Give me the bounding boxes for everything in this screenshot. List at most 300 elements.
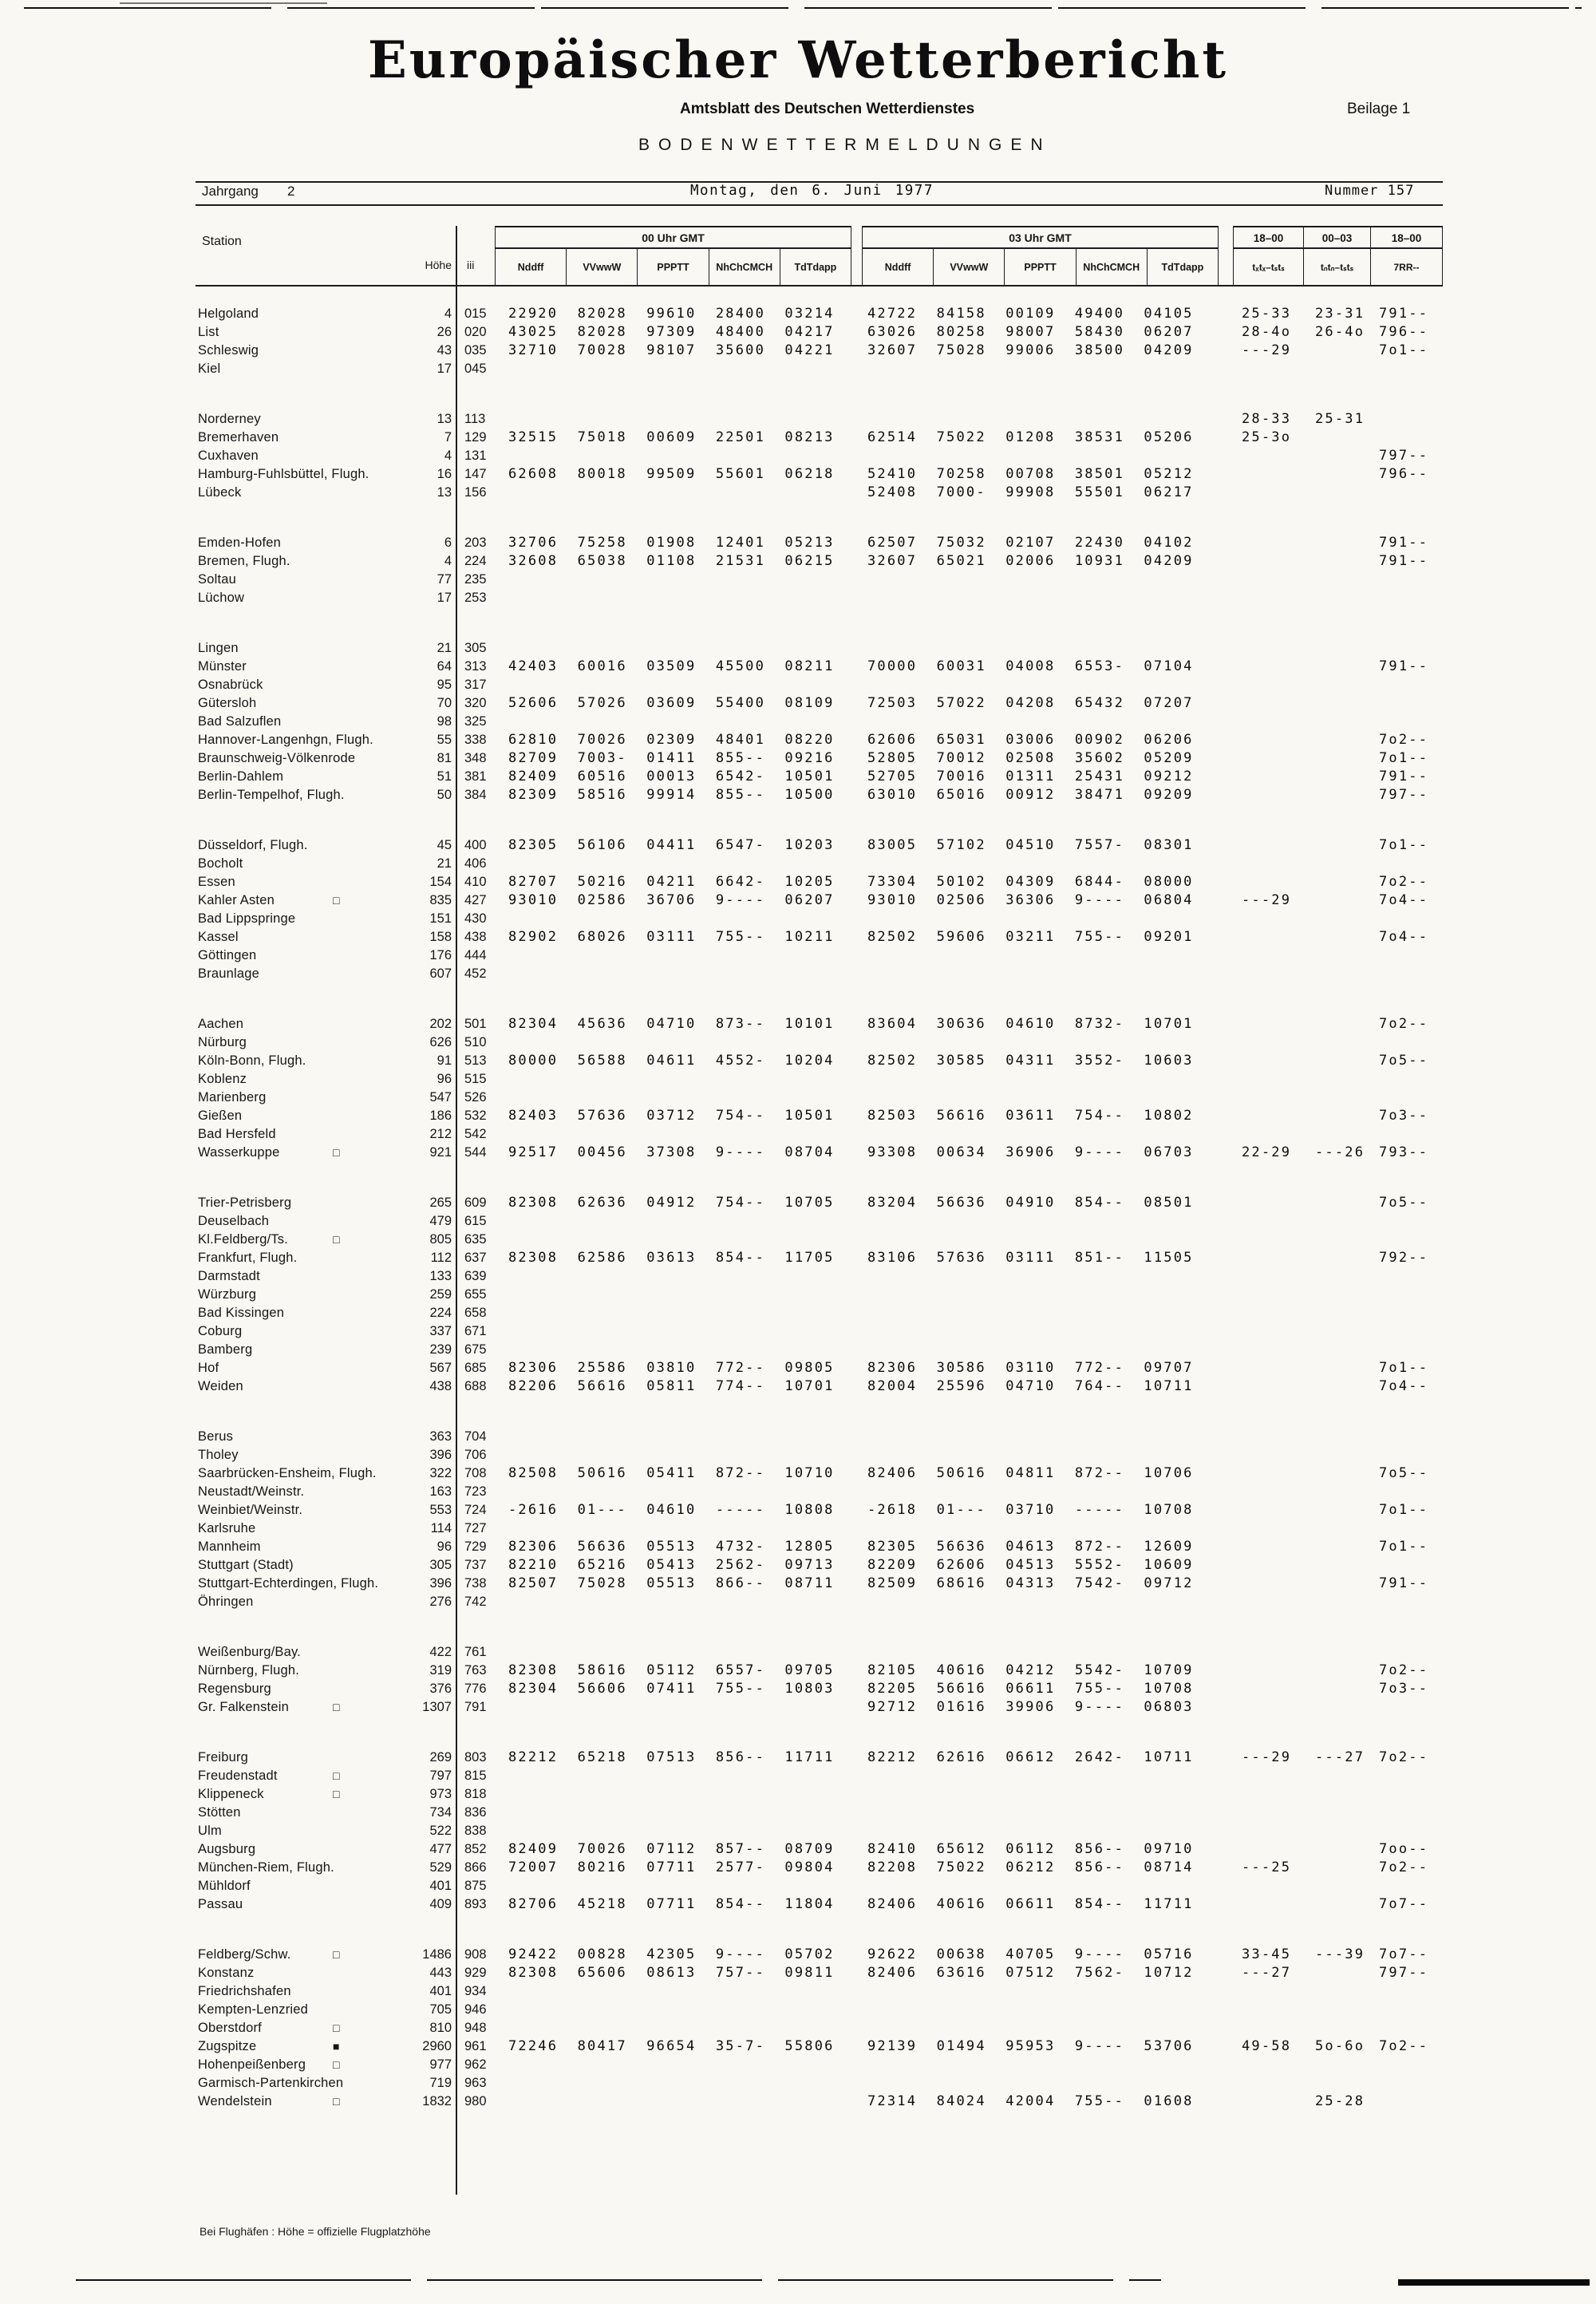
station-name: Frankfurt, Flugh. (198, 1251, 298, 1265)
station-altitude: 797 (429, 1769, 452, 1783)
station-name: Bamberg (198, 1342, 253, 1357)
station-number: 338 (464, 733, 487, 747)
obs-00gmt: 72246 80417 96654 35-7- 55806 (508, 2038, 835, 2054)
table-row (0, 1107, 1596, 1125)
station-group (0, 534, 1596, 607)
table-row (0, 694, 1596, 713)
precip-7rr: 797-- (1379, 1965, 1429, 1981)
obs-03gmt: 82306 30586 03110 772-- 09707 (867, 1360, 1194, 1376)
tmax-18-00: 49-58 (1242, 2038, 1292, 2054)
station-altitude: 13 (437, 485, 452, 500)
table-row (0, 910, 1596, 928)
obs-03gmt: 82105 40616 04212 5542- 10709 (867, 1662, 1194, 1678)
table-row (0, 1464, 1596, 1483)
station-group (0, 639, 1596, 804)
station-name: Oberstdorf (198, 2021, 262, 2035)
station-number: 818 (464, 1787, 487, 1801)
col-header-tdtd: TdTdapp (1147, 249, 1218, 285)
obs-00gmt: 82305 56106 04411 6547- 10203 (508, 837, 835, 853)
table-row (0, 891, 1596, 910)
station-altitude: 529 (429, 1860, 452, 1875)
precip-7rr: 7o1-- (1379, 837, 1429, 853)
station-group (0, 1643, 1596, 1717)
station-altitude: 553 (429, 1503, 452, 1517)
station-name: Lüchow (198, 591, 245, 605)
table-row (0, 1840, 1596, 1859)
obs-03gmt: 82406 50616 04811 872-- 10706 (867, 1465, 1194, 1481)
station-altitude: 6 (444, 535, 452, 550)
station-group (0, 1428, 1596, 1611)
table-row (0, 2037, 1596, 2056)
obs-03gmt: 82406 63616 07512 7562- 10712 (867, 1965, 1194, 1981)
precip-7rr: 797-- (1379, 448, 1429, 464)
table-row (0, 731, 1596, 749)
station-name: Hannover-Langenhgn, Flugh. (198, 733, 373, 747)
station-name: Friedrichshafen (198, 1984, 291, 1998)
obs-00gmt: 82212 65218 07513 856-- 11711 (508, 1749, 835, 1765)
table-row (0, 1070, 1596, 1089)
station-name: Darmstadt (198, 1269, 260, 1283)
station-altitude: 212 (429, 1127, 452, 1141)
station-name: Weinbiet/Weinstr. (198, 1503, 303, 1517)
obs-03gmt: 82509 68616 04313 7542- 09712 (867, 1575, 1194, 1591)
table-row (0, 1946, 1596, 1964)
tmax-18-00: ---27 (1242, 1965, 1292, 1981)
table-row (0, 855, 1596, 873)
col-header-vvwww: VVwwW (566, 249, 637, 285)
station-altitude: 438 (429, 1379, 452, 1393)
tmax-18-00: 22-29 (1242, 1144, 1292, 1160)
station-altitude: 810 (429, 2021, 452, 2035)
station-altitude: 396 (429, 1448, 452, 1462)
table-row (0, 1052, 1596, 1070)
table-row (0, 2019, 1596, 2037)
period-label: 00–03 (1304, 227, 1370, 249)
obs-03gmt: 93308 00634 36906 9---- 06703 (867, 1144, 1194, 1160)
station-altitude: 322 (429, 1466, 452, 1480)
precip-7rr: 7o2-- (1379, 874, 1429, 890)
obs-03gmt: 92139 01494 95953 9---- 53706 (867, 2038, 1194, 2054)
station-table-body (0, 305, 1596, 2111)
obs-00gmt: 62608 80018 99509 55601 06218 (508, 466, 835, 482)
precip-7rr: 7o2-- (1379, 2038, 1429, 2054)
obs-03gmt: 52408 7000- 99908 55501 06217 (867, 484, 1194, 500)
precip-7rr: 7oo-- (1379, 1841, 1429, 1857)
station-altitude: 17 (437, 362, 452, 376)
tmax-18-00: 28-33 (1242, 411, 1292, 427)
group-label-03gmt: 03 Uhr GMT (863, 227, 1218, 249)
station-altitude: 77 (437, 572, 452, 587)
obs-00gmt: 32706 75258 01908 12401 05213 (508, 535, 835, 551)
station-name: München-Riem, Flugh. (198, 1860, 334, 1875)
station-number: 838 (464, 1824, 487, 1838)
tmax-18-00: ---25 (1242, 1859, 1292, 1875)
station-altitude: 567 (429, 1361, 452, 1375)
station-number: 803 (464, 1750, 487, 1765)
station-number: 723 (464, 1484, 487, 1499)
station-name: Helgoland (198, 306, 259, 321)
col-header-tdtd: TdTdapp (780, 249, 851, 285)
tmin-00-03: ---26 (1315, 1144, 1365, 1160)
station-altitude: 422 (429, 1645, 452, 1659)
obs-03gmt: 32607 65021 02006 10931 04209 (867, 553, 1194, 569)
station-number: 156 (464, 485, 487, 500)
obs-00gmt: 82308 65606 08613 757-- 09811 (508, 1965, 835, 1981)
station-altitude: 50 (437, 788, 452, 802)
obs-00gmt: 32710 70028 98107 35600 04221 (508, 342, 835, 358)
station-altitude: 114 (430, 1521, 452, 1535)
obs-00gmt: 82707 50216 04211 6642- 10205 (508, 874, 835, 890)
obs-03gmt: 93010 02506 36306 9---- 06804 (867, 892, 1194, 908)
station-name: Weiden (198, 1379, 243, 1393)
station-marker-icon: □ (333, 1788, 340, 1800)
table-row (0, 429, 1596, 447)
station-name: Zugspitze (198, 2039, 257, 2053)
obs-03gmt: 82208 75022 06212 856-- 08714 (867, 1859, 1194, 1875)
rule-header-bottom (196, 285, 1443, 287)
station-number: 020 (464, 325, 487, 339)
station-altitude: 4 (444, 554, 452, 568)
station-name: Hof (198, 1361, 219, 1375)
table-row (0, 1483, 1596, 1501)
obs-03gmt: 83204 56636 04910 854-- 08501 (867, 1195, 1194, 1211)
station-name: Gießen (198, 1109, 243, 1123)
table-row (0, 447, 1596, 465)
page-title: Europäischer Wetterbericht (368, 30, 1228, 90)
station-altitude: 973 (429, 1787, 452, 1801)
table-row (0, 836, 1596, 855)
station-number: 724 (464, 1503, 487, 1517)
table-row (0, 1982, 1596, 2001)
table-row (0, 1015, 1596, 1033)
scan-artifact-top-2 (120, 2, 327, 4)
station-altitude: 259 (429, 1287, 452, 1302)
tmin-00-03: 23-31 (1315, 306, 1365, 322)
station-name: Tholey (198, 1448, 239, 1462)
precip-7rr: 7o2-- (1379, 1749, 1429, 1765)
obs-00gmt: 82206 56616 05811 774-- 10701 (508, 1378, 835, 1394)
station-number: 675 (464, 1342, 487, 1357)
station-number: 317 (464, 678, 487, 692)
table-row (0, 1575, 1596, 1593)
station-number: 400 (464, 838, 487, 852)
station-name: Gr. Falkenstein (198, 1700, 289, 1714)
station-name: Saarbrücken-Ensheim, Flugh. (198, 1466, 377, 1480)
station-group (0, 1194, 1596, 1396)
station-number: 501 (464, 1017, 487, 1031)
station-altitude: 154 (429, 875, 452, 889)
station-name: Berlin-Dahlem (198, 769, 284, 784)
station-group (0, 1946, 1596, 2111)
table-row (0, 1322, 1596, 1341)
station-altitude: 921 (429, 1145, 452, 1160)
station-altitude: 401 (429, 1879, 452, 1893)
obs-03gmt: 73304 50102 04309 6844- 08000 (867, 874, 1194, 890)
station-name: Köln-Bonn, Flugh. (198, 1053, 306, 1068)
station-number: 948 (464, 2021, 487, 2035)
station-altitude: 1486 (422, 1947, 452, 1962)
col-header-station: Station (202, 235, 242, 248)
station-number: 688 (464, 1379, 487, 1393)
station-altitude: 26 (437, 325, 452, 339)
station-name: Mühldorf (198, 1879, 251, 1893)
station-name: Weißenburg/Bay. (198, 1645, 301, 1659)
obs-03gmt: 82004 25596 04710 764-- 10711 (867, 1378, 1194, 1394)
station-altitude: 626 (429, 1035, 452, 1049)
header-col-00-03-min (1303, 227, 1370, 285)
station-number: 542 (464, 1127, 487, 1141)
precip-7rr: 7o1-- (1379, 1539, 1429, 1555)
station-altitude: 409 (429, 1897, 452, 1911)
station-name: Soltau (198, 572, 236, 587)
obs-03gmt: 82502 59606 03211 755-- 09201 (867, 929, 1194, 945)
obs-03gmt: 82410 65612 06112 856-- 09710 (867, 1841, 1194, 1857)
station-altitude: 21 (437, 641, 452, 655)
station-number: 015 (464, 306, 487, 321)
obs-00gmt: 82409 60516 00013 6542- 10501 (508, 769, 835, 784)
obs-00gmt: 82308 62586 03613 854-- 11705 (508, 1250, 835, 1266)
station-number: 348 (464, 751, 487, 765)
station-number: 444 (464, 948, 487, 962)
precip-7rr: 7o1-- (1379, 1502, 1429, 1518)
precip-7rr: 7o1-- (1379, 1360, 1429, 1376)
station-name: Hamburg-Fuhlsbüttel, Flugh. (198, 467, 369, 481)
precip-7rr: 791-- (1379, 553, 1429, 569)
station-name: Neustadt/Weinstr. (198, 1484, 305, 1499)
station-name: Braunlage (198, 966, 260, 981)
tmin-label: tₙtₙ–tₛtₛ (1320, 261, 1354, 273)
station-name: Passau (198, 1897, 243, 1911)
table-row (0, 323, 1596, 342)
station-number: 658 (464, 1306, 487, 1320)
table-row (0, 1643, 1596, 1662)
station-number: 929 (464, 1966, 487, 1980)
station-name: Öhringen (198, 1595, 254, 1609)
table-row (0, 1556, 1596, 1575)
table-row (0, 305, 1596, 323)
obs-03gmt: 63010 65016 00912 38471 09209 (867, 787, 1194, 803)
obs-00gmt: 82902 68026 03111 755-- 10211 (508, 929, 835, 945)
precip-7rr: 7o4-- (1379, 1378, 1429, 1394)
station-name: Wasserkuppe (198, 1145, 280, 1160)
station-altitude: 151 (429, 911, 452, 926)
obs-00gmt: 82308 62636 04912 754-- 10705 (508, 1195, 835, 1211)
station-number: 320 (464, 696, 487, 710)
precip-7rr: 7o5-- (1379, 1053, 1429, 1069)
table-row (0, 1194, 1596, 1212)
table-row (0, 1033, 1596, 1052)
station-name: Nürburg (198, 1035, 247, 1049)
station-number: 131 (464, 449, 487, 463)
obs-03gmt: 70000 60031 04008 6553- 07104 (867, 658, 1194, 674)
station-altitude: 319 (429, 1663, 452, 1678)
station-number: 815 (464, 1769, 487, 1783)
station-name: Deuselbach (198, 1214, 270, 1228)
precip-7rr: 791-- (1379, 306, 1429, 322)
station-altitude: 305 (429, 1558, 452, 1572)
station-name: Kempten-Lenzried (198, 2002, 309, 2017)
station-number: 515 (464, 1072, 487, 1086)
station-name: Bremerhaven (198, 430, 279, 445)
station-name: Trier-Petrisberg (198, 1195, 292, 1210)
obs-00gmt: 82709 7003- 01411 855-- 09216 (508, 750, 835, 766)
station-name: Norderney (198, 412, 261, 426)
station-name: Augsburg (198, 1842, 256, 1856)
table-row (0, 2001, 1596, 2019)
station-altitude: 376 (429, 1682, 452, 1696)
station-number: 035 (464, 343, 487, 358)
station-name: Bad Salzuflen (198, 714, 282, 729)
station-number: 893 (464, 1897, 487, 1911)
obs-03gmt: 62514 75022 01208 38531 05206 (867, 429, 1194, 445)
precip-7rr: 7o1-- (1379, 750, 1429, 766)
obs-00gmt: 82309 58516 99914 855-- 10500 (508, 787, 835, 803)
station-name: Bad Lippspringe (198, 911, 296, 926)
scan-artifact-bottom (76, 2279, 1161, 2281)
station-altitude: 835 (429, 893, 452, 907)
table-row (0, 2074, 1596, 2093)
station-number: 224 (464, 554, 487, 568)
tmin-00-03: 25-31 (1315, 411, 1365, 427)
station-number: 706 (464, 1448, 487, 1462)
station-altitude: 176 (429, 948, 452, 962)
station-group (0, 305, 1596, 378)
station-name: Düsseldorf, Flugh. (198, 838, 308, 852)
obs-03gmt: -2618 01--- 03710 ----- 10708 (867, 1502, 1194, 1518)
station-name: Berus (198, 1429, 234, 1444)
obs-00gmt: 82507 75028 05513 866-- 08711 (508, 1575, 835, 1591)
precip-7rr: 7o2-- (1379, 1662, 1429, 1678)
table-row (0, 713, 1596, 731)
precip-7rr: 791-- (1379, 1575, 1429, 1591)
table-row (0, 1964, 1596, 1982)
station-group (0, 410, 1596, 502)
header-group-03gmt (862, 226, 1219, 285)
obs-00gmt: -2616 01--- 04610 ----- 10808 (508, 1502, 835, 1518)
header-group-00gmt (495, 226, 851, 285)
station-name: List (198, 325, 219, 339)
station-altitude: 2960 (422, 2039, 452, 2053)
station-name: Regensburg (198, 1682, 271, 1696)
obs-00gmt: 82210 65216 05413 2562- 09713 (508, 1557, 835, 1573)
station-altitude: 7 (444, 430, 452, 445)
station-number: 384 (464, 788, 487, 802)
obs-03gmt: 72503 57022 04208 65432 07207 (867, 695, 1194, 711)
table-row (0, 1538, 1596, 1556)
station-marker-icon: □ (333, 1233, 340, 1246)
station-name: Berlin-Tempelhof, Flugh. (198, 788, 345, 802)
precip-7rr: 791-- (1379, 769, 1429, 784)
obs-03gmt: 83005 57102 04510 7557- 08301 (867, 837, 1194, 853)
table-row (0, 1249, 1596, 1267)
station-altitude: 265 (429, 1195, 452, 1210)
obs-00gmt: 92517 00456 37308 9---- 08704 (508, 1144, 835, 1160)
station-number: 532 (464, 1109, 487, 1123)
table-row (0, 465, 1596, 484)
station-name: Karlsruhe (198, 1521, 256, 1535)
obs-03gmt: 42722 84158 00109 49400 04105 (867, 306, 1194, 322)
station-marker-icon: □ (333, 1146, 340, 1159)
station-number: 430 (464, 911, 487, 926)
station-altitude: 91 (437, 1053, 452, 1068)
obs-00gmt: 43025 82028 97309 48400 04217 (508, 324, 835, 340)
station-number: 313 (464, 659, 487, 674)
obs-00gmt: 32515 75018 00609 22501 08213 (508, 429, 835, 445)
station-number: 961 (464, 2039, 487, 2053)
station-name: Kassel (198, 930, 239, 944)
table-row (0, 1286, 1596, 1304)
station-number: 203 (464, 535, 487, 550)
table-row (0, 1377, 1596, 1396)
subheader-row-03gmt (863, 249, 1218, 285)
table-row (0, 1895, 1596, 1914)
table-row (0, 1859, 1596, 1877)
station-name: Kl.Feldberg/Ts. (198, 1232, 289, 1247)
tmax-18-00: 28-4o (1242, 324, 1292, 340)
table-row (0, 1698, 1596, 1717)
tmin-00-03: 26-4o (1315, 324, 1365, 340)
station-number: 852 (464, 1842, 487, 1856)
station-altitude: 396 (429, 1576, 452, 1591)
scan-artifact-top (24, 7, 1582, 9)
station-name: Göttingen (198, 948, 257, 962)
station-name: Münster (198, 659, 247, 674)
station-altitude: 186 (429, 1109, 452, 1123)
station-marker-icon: □ (333, 1948, 340, 1961)
tmax-18-00: ---29 (1242, 1749, 1292, 1765)
precip-7rr: 7o3-- (1379, 1681, 1429, 1697)
station-name: Marienberg (198, 1090, 267, 1105)
station-altitude: 705 (429, 2002, 452, 2017)
station-altitude: 21 (437, 856, 452, 871)
obs-03gmt: 82209 62606 04513 5552- 10609 (867, 1557, 1194, 1573)
obs-00gmt: 32608 65038 01108 21531 06215 (508, 553, 835, 569)
precip-7rr: 7o2-- (1379, 1859, 1429, 1875)
station-altitude: 112 (430, 1251, 452, 1265)
precip-7rr: 7o7-- (1379, 1896, 1429, 1912)
station-number: 738 (464, 1576, 487, 1591)
station-altitude: 363 (429, 1429, 452, 1444)
station-number: 305 (464, 641, 487, 655)
col-header-nddff: Nddff (884, 261, 911, 273)
station-altitude: 43 (437, 343, 452, 358)
station-number: 791 (464, 1700, 487, 1714)
precip-7rr: 7o7-- (1379, 1946, 1429, 1962)
obs-03gmt: 92712 01616 39906 9---- 06803 (867, 1699, 1194, 1715)
station-altitude: 719 (429, 2076, 452, 2090)
table-row (0, 1304, 1596, 1322)
jahrgang-label: Jahrgang (202, 184, 259, 199)
precip-7rr: 793-- (1379, 1144, 1429, 1160)
table-row (0, 965, 1596, 983)
precip-label: 7RR-- (1393, 261, 1420, 273)
obs-00gmt: 82308 58616 05112 6557- 09705 (508, 1662, 835, 1678)
table-row (0, 410, 1596, 429)
obs-00gmt: 82706 45218 07711 854-- 11804 (508, 1896, 835, 1912)
station-altitude: 98 (437, 714, 452, 729)
station-number: 147 (464, 467, 487, 481)
table-row (0, 589, 1596, 607)
station-number: 763 (464, 1663, 487, 1678)
table-row (0, 1593, 1596, 1611)
table-row (0, 484, 1596, 502)
table-row (0, 1877, 1596, 1895)
table-row (0, 1662, 1596, 1680)
station-altitude: 16 (437, 467, 452, 481)
station-altitude: 4 (444, 449, 452, 463)
station-number: 637 (464, 1251, 487, 1265)
station-name: Emden-Hofen (198, 535, 282, 550)
